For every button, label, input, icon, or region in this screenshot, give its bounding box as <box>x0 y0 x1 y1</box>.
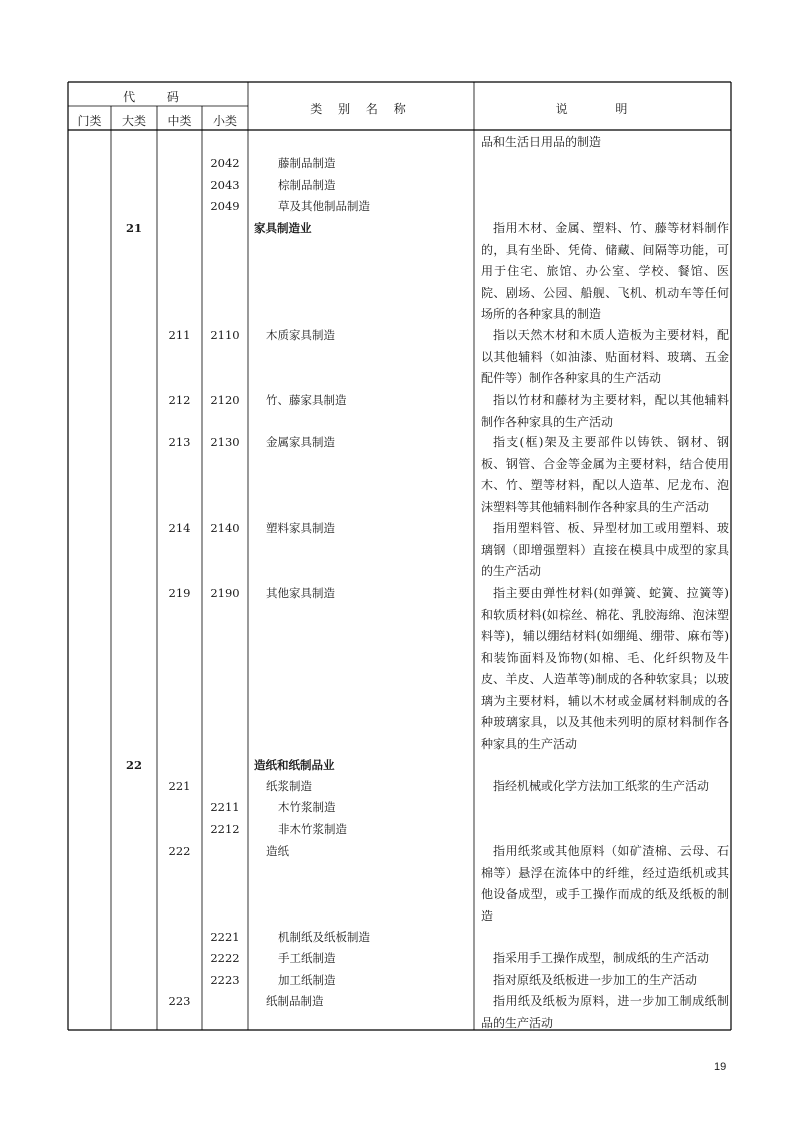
zhonglei-code: 212 <box>168 393 191 407</box>
category-name: 木竹浆制造 <box>278 800 336 814</box>
category-name: 棕制品制造 <box>278 178 336 192</box>
table-row-desc: 指用塑料管、板、异型材加工或用塑料、玻璃钢（即增强塑料）直接在模具中成型的家具的生产活动 <box>481 521 729 578</box>
table-row-desc: 指以竹材和藤材为主要材料，配以其他辅料制作各种家具的生产活动 <box>481 393 729 429</box>
table-row-desc: 指用纸及纸板为原料，进一步加工制成纸制品的生产活动 <box>481 994 729 1030</box>
dalei-code: 21 <box>125 221 142 235</box>
header-zhonglei: 中类 <box>167 114 192 128</box>
category-name: 机制纸及纸板制造 <box>278 930 370 944</box>
table-row-desc: 指主要由弹性材料(如弹簧、蛇簧、拉簧等)和软质材料(如棕丝、棉花、乳胶海绵、泡沫塑料等)，辅以绷结材料(如绷绳、绷带、麻布等)和装饰面料及饰物(如棉、毛、化纤织物及牛皮、羊皮、人造革等)制成的各种软家具；以玻璃为主要材料，辅以木材或金属材料制成的各种玻璃家具，以及其他未列明的原材料制作各种家具的生产活动 <box>481 586 729 751</box>
zhonglei-code: 222 <box>168 844 191 858</box>
xiaolei-code: 2130 <box>210 435 240 449</box>
category-name: 纸制品制造 <box>266 994 324 1008</box>
category-name: 塑料家具制造 <box>266 521 335 535</box>
table-row-desc: 指以天然木材和木质人造板为主要材料，配以其他辅料（如油漆、贴面材料、玻璃、五金配件等）制作各种家具的生产活动 <box>481 328 729 385</box>
table-row-desc: 指用木材、金属、塑料、竹、藤等材料制作的，具有坐卧、凭倚、储藏、间隔等功能，可用于住宅、旅馆、办公室、学校、餐馆、医院、剧场、公园、船舰、飞机、机动车等任何场所的各种家具的制造 <box>481 221 729 321</box>
header-dalei: 大类 <box>121 114 146 128</box>
xiaolei-code: 2049 <box>210 199 240 213</box>
zhonglei-code: 223 <box>168 994 191 1008</box>
zhonglei-code: 211 <box>168 328 191 342</box>
table-row-desc: 指采用手工操作成型，制成纸的生产活动 <box>493 951 710 965</box>
dalei-code: 22 <box>125 758 142 772</box>
zhonglei-code: 221 <box>168 779 191 793</box>
category-name: 加工纸制造 <box>278 973 336 987</box>
category-name: 造纸 <box>266 844 289 858</box>
xiaolei-code: 2190 <box>210 586 240 600</box>
xiaolei-code: 2211 <box>210 800 240 814</box>
page-number: 19 <box>714 1061 727 1073</box>
category-name: 非木竹浆制造 <box>278 822 347 836</box>
header-xiaolei: 小类 <box>212 114 237 128</box>
xiaolei-code: 2221 <box>210 930 240 944</box>
table-row-desc: 指用纸浆或其他原料（如矿渣棉、云母、石棉等）悬浮在流体中的纤维，经过造纸机或其他设备成型，或手工操作而成的纸及纸板的制造 <box>481 844 729 923</box>
category-name: 手工纸制造 <box>278 951 336 965</box>
xiaolei-code: 2110 <box>210 328 240 342</box>
xiaolei-code: 2212 <box>210 822 240 836</box>
category-name: 家具制造业 <box>254 221 312 235</box>
header-menlei: 门类 <box>77 114 102 128</box>
category-name: 金属家具制造 <box>266 435 335 449</box>
xiaolei-code: 2222 <box>210 951 240 965</box>
header-desc: 说 明 <box>555 102 650 116</box>
header-code: 代 码 <box>123 90 193 104</box>
table-row-desc: 指对原纸及纸板进一步加工的生产活动 <box>493 973 698 987</box>
xiaolei-code: 2140 <box>210 521 240 535</box>
table-row-desc: 指经机械或化学方法加工纸浆的生产活动 <box>493 779 710 793</box>
xiaolei-code: 2120 <box>210 393 240 407</box>
category-name: 其他家具制造 <box>266 586 335 600</box>
category-name: 竹、藤家具制造 <box>266 393 347 407</box>
zhonglei-code: 219 <box>168 586 191 600</box>
table-row-desc: 品和生活日用品的制造 <box>481 135 602 149</box>
table-row-desc: 指支(框)架及主要部件以铸铁、钢材、钢板、钢管、合金等金属为主要材料，结合使用木、竹、塑等材料，配以人造革、尼龙布、泡沫塑料等其他辅料制作各种家具的生产活动 <box>481 435 729 514</box>
category-name: 藤制品制造 <box>278 156 336 170</box>
zhonglei-code: 213 <box>168 435 191 449</box>
category-name: 造纸和纸制品业 <box>254 758 335 772</box>
category-name: 草及其他制品制造 <box>278 199 370 213</box>
header-name: 类 别 名 称 <box>310 102 412 116</box>
zhonglei-code: 214 <box>168 521 191 535</box>
xiaolei-code: 2042 <box>210 156 240 170</box>
category-name: 纸浆制造 <box>266 779 312 793</box>
category-name: 木质家具制造 <box>266 328 335 342</box>
xiaolei-code: 2043 <box>210 178 240 192</box>
xiaolei-code: 2223 <box>210 973 240 987</box>
